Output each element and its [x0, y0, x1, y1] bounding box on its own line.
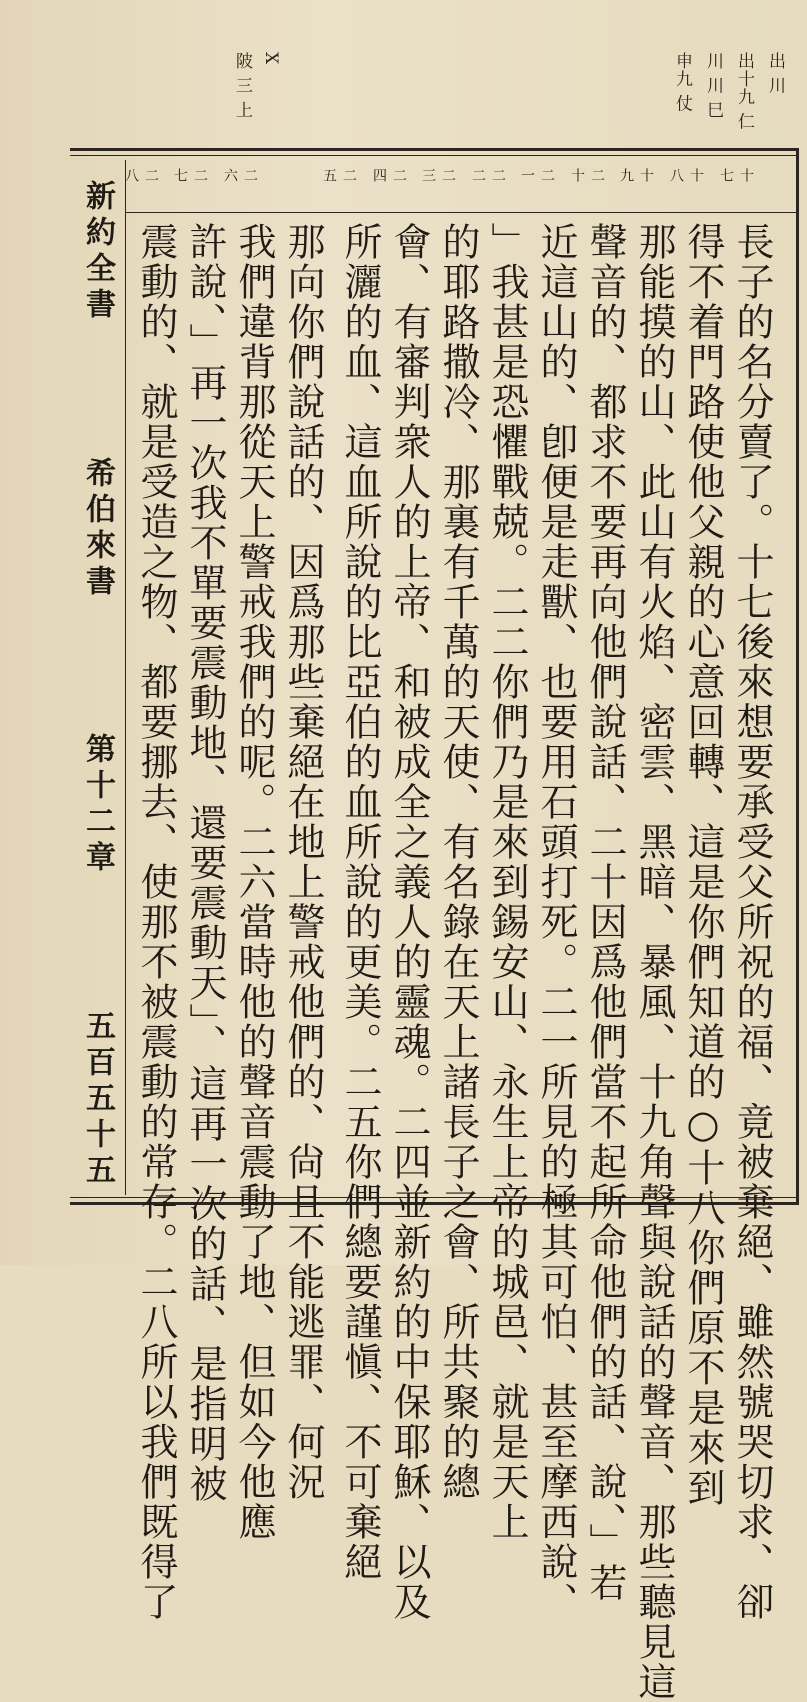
margin-ref: 申九 仗 — [672, 52, 692, 113]
verse-number: 二七 — [172, 168, 208, 183]
verse-number: 二八 — [123, 168, 159, 183]
text-column: 那能摸的山、此山有火焰、密雲、黑暗、暴風、十九角聲與說話的聲音、那些聽見這 — [632, 222, 676, 1702]
verse-number: 二五 — [321, 168, 357, 183]
text-column: 所灑的血、這血所說的比亞伯的血所說的更美。二五你們總要謹愼、不可棄絕 — [338, 222, 382, 1582]
chapter-label: 第十二章 — [80, 733, 115, 878]
margin-ref: 出十九 仁 — [734, 52, 754, 131]
verse-number: 二六 — [222, 168, 258, 183]
text-column: 許說、」再一次我不單要震動地、還要震動天」、這再一次的話、是指明被 — [183, 222, 227, 1504]
verse-number: 二十 — [569, 168, 605, 183]
text-column: 得不着門路使他父親的心意回轉、這是你們知道的○十八你們原不是來到 — [681, 222, 725, 1508]
frame-left-rule — [125, 160, 126, 1195]
margin-ref: X — [261, 52, 281, 66]
frame-right-rule — [796, 148, 799, 1205]
verse-number: 十九 — [618, 168, 654, 183]
verse-number-divider — [125, 212, 796, 213]
verse-number: 二一 — [519, 168, 555, 183]
page-number: 五百五十五 — [80, 1009, 115, 1190]
text-column: 近這山的、卽便是走獸、也要用石頭打死。二一所見的極其可怕、甚至摩西說、 — [534, 222, 578, 1622]
text-column: 聲音的、都求不要再向他們說話、二十因爲他們當不起所命他們的話、說、」若 — [583, 222, 627, 1603]
margin-ref: 出 川 — [765, 52, 785, 95]
text-column: 的耶路撒冷、那裏有千萬的天使、有名錄在天上諸長子之會、所共聚的總 — [436, 222, 480, 1502]
text-column: 長子的名分賣了。十七後來想要承受父所祝的福、竟被棄絕、雖然號哭切求、卻 — [730, 222, 774, 1622]
verse-number: 十七 — [718, 168, 754, 183]
book-title: 新約全書 — [80, 180, 115, 324]
frame-top-rule — [70, 148, 799, 156]
verse-number: 十八 — [668, 168, 704, 183]
verse-number: 二二 — [470, 168, 506, 183]
epistle-title: 希伯來書 — [80, 456, 115, 601]
running-head — [72, 180, 122, 1190]
margin-ref-right — [470, 52, 788, 130]
text-column: 」我甚是恐懼戰兢。二二你們乃是來到錫安山、永生上帝的城邑、就是天上 — [485, 222, 529, 1542]
margin-ref: 陂 三 上 — [232, 52, 252, 119]
text-column: 會、有審判衆人的上帝、和被成全之義人的靈魂。二四並新約的中保耶穌、以及 — [387, 222, 431, 1622]
verse-number: 二四 — [371, 168, 407, 183]
text-column: 震動的、就是受造之物、都要挪去、使那不被震動的常存。二八所以我們既得了 — [134, 222, 178, 1622]
margin-ref: 川 川 巳 — [703, 52, 723, 119]
margin-ref-left — [180, 52, 281, 119]
text-column: 那向你們說話的、因爲那些棄絕在地上警戒他們的、尙且不能逃罪、何況 — [281, 222, 325, 1502]
verse-number: 二三 — [420, 168, 456, 183]
text-column: 我們違背那從天上警戒我們的呢。二六當時他的聲音震動了地、但如今他應 — [232, 222, 276, 1542]
